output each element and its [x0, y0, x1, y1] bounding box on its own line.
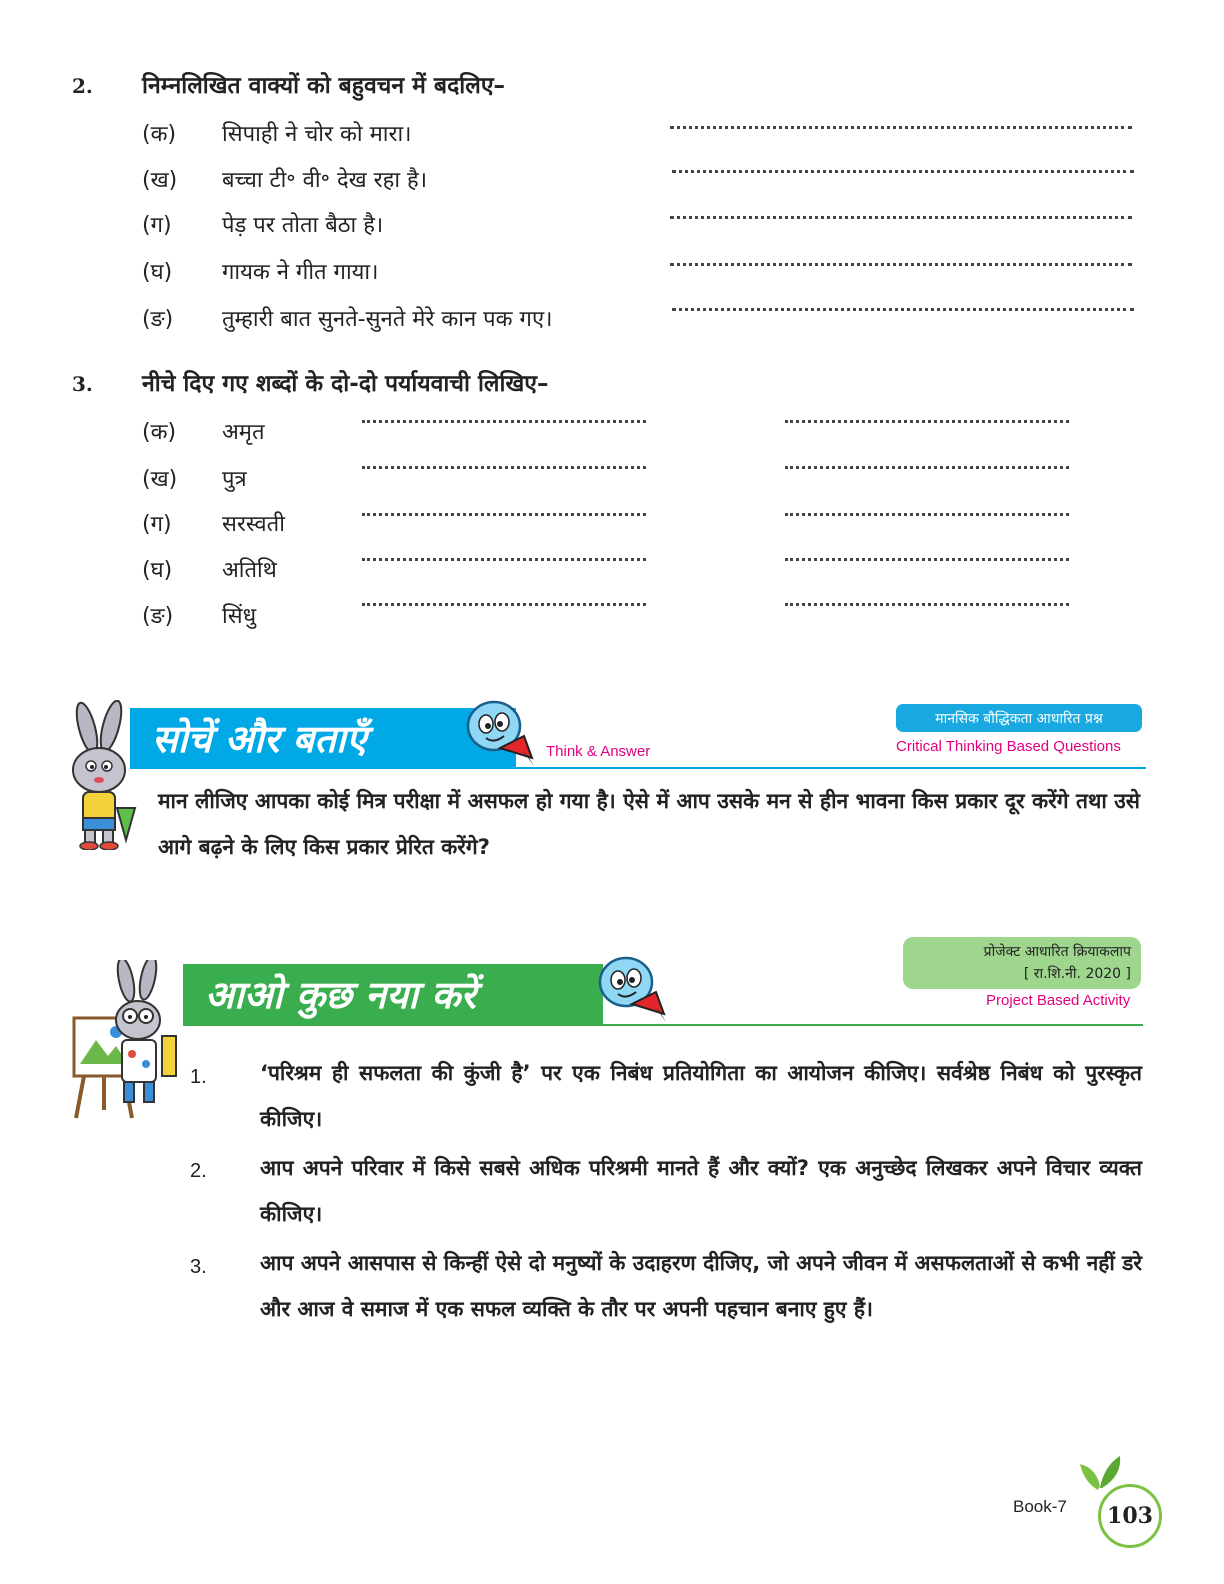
pencil-mascot-icon — [590, 948, 670, 1032]
project-badge — [903, 937, 1141, 989]
q2-item-label: (ग) — [142, 213, 172, 238]
page-number-text: 103 — [1107, 1503, 1153, 1529]
project-item-number: 2. — [190, 1160, 207, 1182]
q3-item-label: (क) — [142, 420, 177, 445]
q2-item-text: गायक ने गीत गाया। — [222, 260, 379, 285]
answer-line[interactable] — [362, 603, 646, 606]
answer-line[interactable] — [785, 420, 1069, 423]
project-item-number: 3. — [190, 1256, 207, 1278]
answer-line[interactable] — [362, 466, 646, 469]
answer-line[interactable] — [670, 263, 1132, 266]
think-title: सोचें और बताएँ — [152, 716, 367, 761]
book-label: Book-7 — [1013, 1497, 1067, 1516]
q2-item-label: (क) — [142, 122, 177, 147]
think-divider — [130, 767, 1146, 769]
pencil-mascot-icon — [458, 692, 538, 772]
q3-item-label: (ङ) — [142, 604, 174, 629]
project-item-text: आप अपने परिवार में किसे सबसे अधिक परिश्रमी मानते हैं और क्यों? एक अनुच्छेद लिखकर अपने विचार व्यक्त कीजिए। — [260, 1156, 1142, 1226]
q2-item-text: तुम्हारी बात सुनते-सुनते मेरे कान पक गए। — [222, 307, 553, 332]
project-item-text: ‘परिश्रम ही सफलता की कुंजी है’ पर एक निबंध प्रतियोगिता का आयोजन कीजिए। सर्वश्रेष्ठ निबंध को पुरस्कृत कीजिए। — [260, 1061, 1142, 1131]
project-divider — [183, 1024, 1143, 1026]
rabbit-mascot-icon — [55, 700, 140, 850]
project-item-text: आप अपने आसपास से किन्हीं ऐसे दो मनुष्यों के उदाहरण दीजिए, जो अपने जीवन में असफलताओं से कभी नहीं डरे और आज वे समाज में एक सफल व्यक्ति के तौर पर अपनी पहचान बनाए हुए हैं। — [260, 1251, 1142, 1321]
answer-line[interactable] — [785, 466, 1069, 469]
answer-line[interactable] — [672, 308, 1134, 311]
answer-line[interactable] — [362, 558, 646, 561]
answer-line[interactable] — [670, 216, 1132, 219]
page-number — [1098, 1484, 1162, 1548]
q3-item-word: सरस्वती — [222, 512, 285, 537]
q2-item-label: (घ) — [142, 260, 173, 285]
q2-item-label: (ङ) — [142, 307, 174, 332]
think-badge-text: मानसिक बौद्धिकता आधारित प्रश्न — [935, 710, 1103, 727]
rabbit-painter-icon — [70, 960, 185, 1125]
q3-item-word: पुत्र — [222, 467, 247, 492]
project-title: आओ कुछ नया करें — [205, 972, 476, 1017]
answer-line[interactable] — [785, 603, 1069, 606]
project-banner — [183, 964, 603, 1024]
project-item-number: 1. — [190, 1066, 207, 1088]
q3-item-word: अमृत — [222, 420, 265, 445]
q3-item-label: (ग) — [142, 512, 172, 537]
think-question-text: मान लीजिए आपका कोई मित्र परीक्षा में असफल हो गया है। ऐसे में आप उसके मन से हीन भावना किस प्रकार दूर करेंगे तथा उसे आगे बढ़ने के लिए किस प्रकार प्रेरित करेंगे? — [158, 789, 1140, 859]
q3-number: 3. — [72, 372, 93, 396]
q2-number: 2. — [72, 74, 93, 98]
think-badge-en: Critical Thinking Based Questions — [896, 738, 1121, 755]
q2-item-text: पेड़ पर तोता बैठा है। — [222, 213, 384, 238]
answer-line[interactable] — [670, 126, 1132, 129]
q3-item-label: (ख) — [142, 467, 178, 492]
q3-heading: नीचे दिए गए शब्दों के दो-दो पर्यायवाची लिखिए– — [142, 371, 549, 397]
project-badge-en: Project Based Activity — [986, 992, 1131, 1009]
project-badge-line1: प्रोजेक्ट आधारित क्रियाकलाप — [983, 944, 1131, 960]
q3-item-word: सिंधु — [222, 604, 257, 629]
answer-line[interactable] — [362, 513, 646, 516]
q2-item-text: सिपाही ने चोर को मारा। — [222, 122, 412, 147]
answer-line[interactable] — [362, 420, 646, 423]
answer-line[interactable] — [672, 170, 1134, 173]
q3-item-word: अतिथि — [222, 558, 277, 583]
answer-line[interactable] — [785, 513, 1069, 516]
q2-heading: निम्नलिखित वाक्यों को बहुवचन में बदलिए– — [142, 73, 506, 99]
think-badge — [896, 704, 1142, 732]
q2-item-label: (ख) — [142, 168, 178, 193]
answer-line[interactable] — [785, 558, 1069, 561]
think-subtitle: Think & Answer — [546, 743, 651, 760]
project-badge-line2: [ रा.शि.नी. 2020 ] — [1023, 966, 1131, 982]
q3-item-label: (घ) — [142, 558, 173, 583]
q2-item-text: बच्चा टी॰ वी॰ देख रहा है। — [222, 168, 428, 193]
